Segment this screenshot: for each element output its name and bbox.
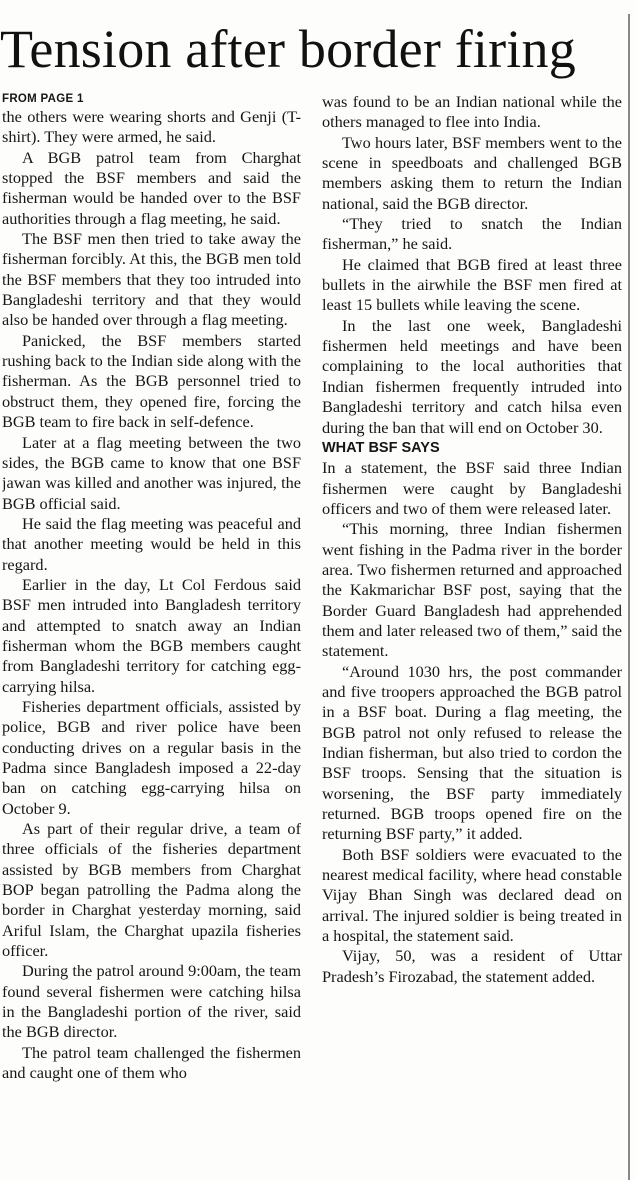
paragraph: A BGB patrol team from Charghat stopped the BSF members and said the fisherman would be handed over to the BSF authorities through a flag meeting, he said.	[2, 147, 301, 228]
paragraph: the others were wearing shorts and Genji (T-shirt). They were armed, he said.	[2, 107, 301, 147]
subheading: WHAT BSF SAYS	[322, 439, 440, 456]
paragraph: Later at a flag meeting between the two sides, the BGB came to know that one BSF jawan was killed and another was injured, the BGB official said.	[2, 432, 301, 513]
paragraph: The BSF men then tried to take away the fisherman forcibly. At this, the BGB men told the BSF members that they too intruded into Bangladeshi territory and that they would also be handed over through a flag meeting.	[2, 229, 301, 330]
paragraph: Two hours later, BSF members went to the scene in speedboats and challenged BGB members asking them to return the Indian national, said the BGB director.	[322, 132, 622, 213]
paragraph: “They tried to snatch the Indian fisherman,” he said.	[322, 214, 622, 254]
kicker: FROM PAGE 1	[2, 93, 84, 105]
paragraph: Both BSF soldiers were evacuated to the nearest medical facility, where head constable Vijay Bhan Singh was declared dead on arrival. The injured soldier is being treated in a hospital, the statement said.	[322, 844, 622, 946]
paragraph: was found to be an Indian national while the others managed to flee into India.	[322, 92, 622, 132]
paragraph: As part of their regular drive, a team of three officials of the fisheries department assisted by BGB members from Charghat BOP began patrolling the Padma along the border in Charghat yesterday morning, said Ariful Islam, the Charghat upazila fisheries officer.	[2, 819, 301, 961]
paragraph: He claimed that BGB fired at least three bullets in the airwhile the BSF men fired at least 15 bullets while leaving the scene.	[322, 254, 622, 315]
paragraph: During the patrol around 9:00am, the team found several fishermen were catching hilsa in the Bangladeshi portion of the river, said the BGB director.	[2, 961, 301, 1042]
paragraph: “Around 1030 hrs, the post commander and five troopers approached the BGB patrol in a BSF boat. During a flag meeting, the BGB patrol not only refused to release the Indian fisherman, but also tried to cordon the BSF troops. Sensing that the situation is worsening, the BSF party immediately returned. BGB troops opened fire on the returning BSF party,” it added.	[322, 661, 622, 844]
paragraph: Panicked, the BSF members started rushing back to the Indian side along with the fisherman. As the BGB personnel tried to obstruct them, they opened fire, forcing the BGB team to fire back in self-defence.	[2, 330, 301, 432]
paragraph: Fisheries department officials, assisted by police, BGB and river police have been conducting drives on a regular basis in the Padma since Bangladesh imposed a 22-day ban on catching egg-carrying hilsa on October 9.	[2, 696, 301, 818]
paragraph: “This morning, three Indian fishermen went fishing in the Padma river in the border area. Two fishermen returned and approached the Kakmarichar BSF post, saying that the Border Guard Bangladesh had apprehended them and later released two of them,” said the statement.	[322, 519, 622, 661]
paragraph: In a statement, the BSF said three Indian fishermen were caught by Bangladeshi officers and two of them were released later.	[322, 458, 622, 518]
paragraph: The patrol team challenged the fishermen and caught one of them who	[2, 1042, 301, 1083]
headline: Tension after border firing	[0, 19, 576, 79]
paragraph: Vijay, 50, was a resident of Uttar Pradesh’s Firozabad, the statement added.	[322, 946, 622, 986]
column-1	[2, 92, 301, 1180]
paragraph: In the last one week, Bangladeshi fishermen held meetings and have been complaining to the local authorities that Indian fishermen frequently intruded into Bangladeshi territory and catch hilsa even during the ban that will end on October 30.	[322, 315, 622, 437]
paragraph: He said the flag meeting was peaceful and that another meeting would be held in this regard.	[2, 513, 301, 574]
column-2	[322, 92, 622, 1180]
column-rule	[628, 14, 630, 1180]
paragraph: Earlier in the day, Lt Col Ferdous said BSF men intruded into Bangladesh territory and attempted to snatch away an Indian fisherman whom the BGB members caught from Bangladeshi territory for catching egg-carrying hilsa.	[2, 574, 301, 696]
